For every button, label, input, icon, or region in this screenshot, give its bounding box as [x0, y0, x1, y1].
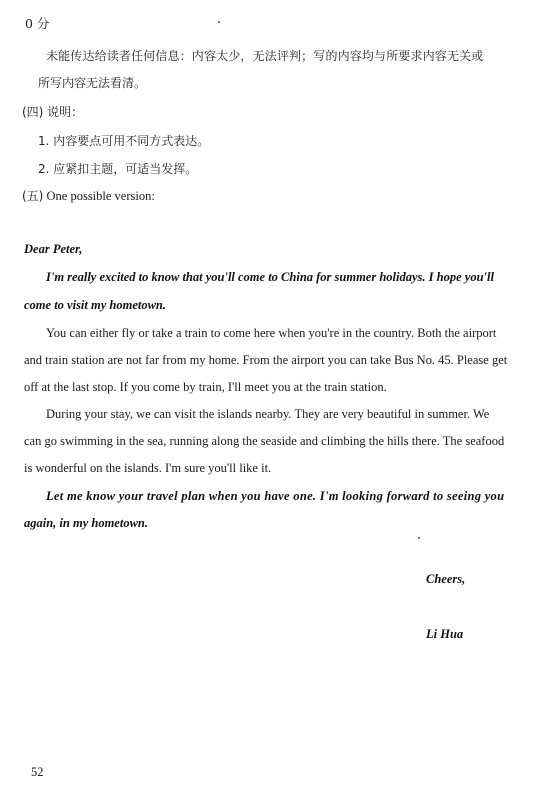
letter-para2-line3: off at the last stop. If you come by train, I'll meet you at the train station. [24, 380, 387, 394]
letter-para4-line2: again, in my hometown. [24, 516, 148, 530]
page-number: 52 [31, 765, 44, 779]
letter-closing: Cheers, [426, 572, 466, 586]
score-label: 0 分 [25, 16, 50, 31]
letter-para4-line1: Let me know your travel plan when you have one. I'm looking forward to seeing you [46, 489, 505, 503]
criteria-line-2: 所写内容无法看清。 [38, 76, 147, 90]
letter-greeting: Dear Peter, [24, 242, 83, 256]
letter-signature: Li Hua [426, 627, 464, 641]
letter-para2-line2: and train station are not far from my home. From the airport you can take Bus No. 45. Please get [24, 353, 508, 367]
letter-para3-line1: During your stay, we can visit the islands nearby. They are very beautiful in summer. We [46, 407, 490, 421]
note-item-2: 2. 应紧扣主题，可适当发挥。 [38, 162, 198, 176]
note-item-1: 1. 内容要点可用不同方式表达。 [38, 134, 210, 148]
letter-para2-line1: You can either fly or take a train to come here when you're in the country. Both the airport [46, 326, 497, 340]
notes-section-label: (四) 说明： [22, 105, 84, 119]
scan-speck [418, 537, 420, 539]
letter-para1-line1: I'm really excited to know that you'll come to China for summer holidays. I hope you'll [46, 270, 494, 284]
letter-para3-line2: can go swimming in the sea, running along the seaside and climbing the hills there. The seafood [24, 434, 505, 448]
letter-para1-line2: come to visit my hometown. [24, 298, 167, 312]
model-answer-heading [22, 187, 155, 204]
letter-para3-line3: is wonderful on the islands. I'm sure you'll like it. [24, 461, 272, 475]
model-answer-section-title: One possible version: [46, 189, 155, 203]
scan-speck [218, 21, 220, 23]
model-answer-section-label: (五) [22, 189, 44, 203]
criteria-line-1: 未能传达给读者任何信息：内容太少，无法评判；写的内容均与所要求内容无关或 [46, 49, 484, 63]
